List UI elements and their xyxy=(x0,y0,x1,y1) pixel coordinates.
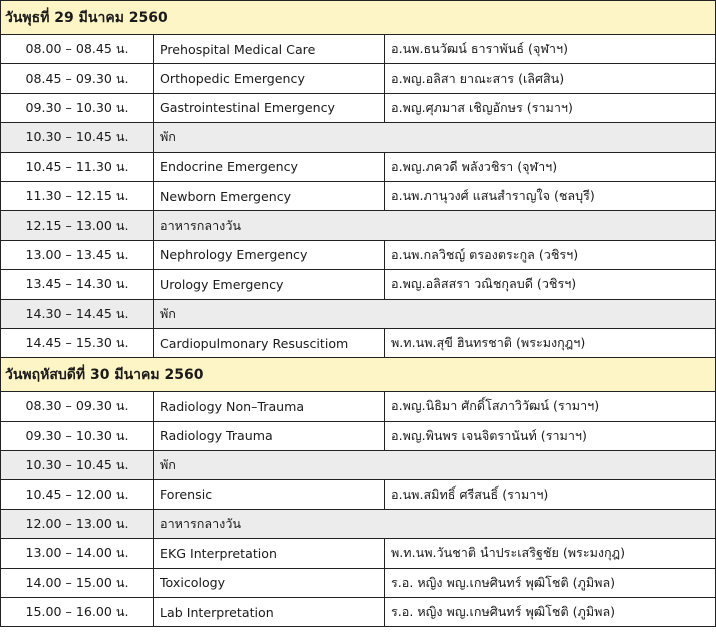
time-cell: 14.00 – 15.00 น. xyxy=(1,568,154,597)
topic-cell: Cardiopulmonary Resuscitiom xyxy=(154,328,385,357)
break-row xyxy=(1,299,716,328)
speaker-cell: ร.อ. หญิง พญ.เกษศินทร์ พุฒิโชติ (ภูมิพล) xyxy=(385,598,716,627)
topic-cell: Nephrology Emergency xyxy=(154,240,385,269)
session-row xyxy=(1,598,716,627)
time-cell: 08.45 – 09.30 น. xyxy=(1,64,154,93)
speaker-cell: ร.อ. หญิง พญ.เกษศินทร์ พุฒิโชติ (ภูมิพล) xyxy=(385,568,716,597)
topic-cell: Radiology Non–Trauma xyxy=(154,392,385,421)
time-cell: 10.45 – 12.00 น. xyxy=(1,480,154,509)
session-row xyxy=(1,35,716,64)
time-cell: 13.45 – 14.30 น. xyxy=(1,270,154,299)
break-row xyxy=(1,451,716,480)
break-row xyxy=(1,509,716,538)
speaker-cell: อ.นพ.ภานุวงศ์ แสนสำราญใจ (ชลบุรี) xyxy=(385,181,716,210)
topic-cell: Gastrointestinal Emergency xyxy=(154,93,385,122)
time-cell: 09.30 – 10.30 น. xyxy=(1,421,154,450)
time-cell: 13.00 – 13.45 น. xyxy=(1,240,154,269)
session-row xyxy=(1,240,716,269)
speaker-cell: อ.พญ.พินพร เจนจิตรานันท์ (รามาฯ) xyxy=(385,421,716,450)
speaker-cell: อ.พญ.อลิสสรา วณิชกุลบดี (วชิรฯ) xyxy=(385,270,716,299)
time-cell: 12.15 – 13.00 น. xyxy=(1,211,154,240)
break-label: พัก xyxy=(154,123,716,152)
session-row xyxy=(1,392,716,421)
time-cell: 14.45 – 15.30 น. xyxy=(1,328,154,357)
session-row xyxy=(1,93,716,122)
speaker-cell: อ.พญ.ภควดี พลังวชิรา (จุฬาฯ) xyxy=(385,152,716,181)
speaker-cell: อ.นพ.กลวิชญ์ ตรองตระกูล (วชิรฯ) xyxy=(385,240,716,269)
speaker-cell: อ.พญ.ศุภมาส เชิญอักษร (รามาฯ) xyxy=(385,93,716,122)
topic-cell: Newborn Emergency xyxy=(154,181,385,210)
schedule-body xyxy=(1,1,716,627)
time-cell: 10.45 – 11.30 น. xyxy=(1,152,154,181)
topic-cell: EKG Interpretation xyxy=(154,539,385,568)
day-title: วันพุธที่ 29 มีนาคม 2560 xyxy=(1,1,716,35)
break-label: อาหารกลางวัน xyxy=(154,509,716,538)
break-row xyxy=(1,211,716,240)
topic-cell: Endocrine Emergency xyxy=(154,152,385,181)
session-row xyxy=(1,539,716,568)
topic-cell: Orthopedic Emergency xyxy=(154,64,385,93)
time-cell: 09.30 – 10.30 น. xyxy=(1,93,154,122)
speaker-cell: อ.พญ.นิธิมา ศักดิ์โสภาวิวัฒน์ (รามาฯ) xyxy=(385,392,716,421)
time-cell: 10.30 – 10.45 น. xyxy=(1,451,154,480)
session-row xyxy=(1,64,716,93)
time-cell: 14.30 – 14.45 น. xyxy=(1,299,154,328)
day-header xyxy=(1,1,716,35)
session-row xyxy=(1,480,716,509)
time-cell: 11.30 – 12.15 น. xyxy=(1,181,154,210)
session-row xyxy=(1,270,716,299)
break-row xyxy=(1,123,716,152)
topic-cell: Forensic xyxy=(154,480,385,509)
session-row xyxy=(1,181,716,210)
session-row xyxy=(1,421,716,450)
speaker-cell: อ.นพ.ธนวัฒน์ ธาราพันธ์ (จุฬาฯ) xyxy=(385,35,716,64)
session-row xyxy=(1,152,716,181)
speaker-cell: อ.พญ.อลิสา ยาณะสาร (เลิศสิน) xyxy=(385,64,716,93)
speaker-cell: พ.ท.นพ.วันชาติ นำประเสริฐชัย (พระมงกุฎ) xyxy=(385,539,716,568)
day-title: วันพฤหัสบดีที่ 30 มีนาคม 2560 xyxy=(1,358,716,392)
topic-cell: Radiology Trauma xyxy=(154,421,385,450)
session-row xyxy=(1,568,716,597)
time-cell: 13.00 – 14.00 น. xyxy=(1,539,154,568)
time-cell: 15.00 – 16.00 น. xyxy=(1,598,154,627)
topic-cell: Prehospital Medical Care xyxy=(154,35,385,64)
topic-cell: Toxicology xyxy=(154,568,385,597)
time-cell: 08.30 – 09.30 น. xyxy=(1,392,154,421)
time-cell: 10.30 – 10.45 น. xyxy=(1,123,154,152)
break-label: พัก xyxy=(154,451,716,480)
day-header xyxy=(1,358,716,392)
break-label: พัก xyxy=(154,299,716,328)
break-label: อาหารกลางวัน xyxy=(154,211,716,240)
speaker-cell: อ.นพ.สมิทธิ์ ศรีสนธิ์ (รามาฯ) xyxy=(385,480,716,509)
topic-cell: Lab Interpretation xyxy=(154,598,385,627)
topic-cell: Urology Emergency xyxy=(154,270,385,299)
session-row xyxy=(1,328,716,357)
time-cell: 08.00 – 08.45 น. xyxy=(1,35,154,64)
speaker-cell: พ.ท.นพ.สุขี ฮินทรชาติ (พระมงกุฎฯ) xyxy=(385,328,716,357)
time-cell: 12.00 – 13.00 น. xyxy=(1,509,154,538)
